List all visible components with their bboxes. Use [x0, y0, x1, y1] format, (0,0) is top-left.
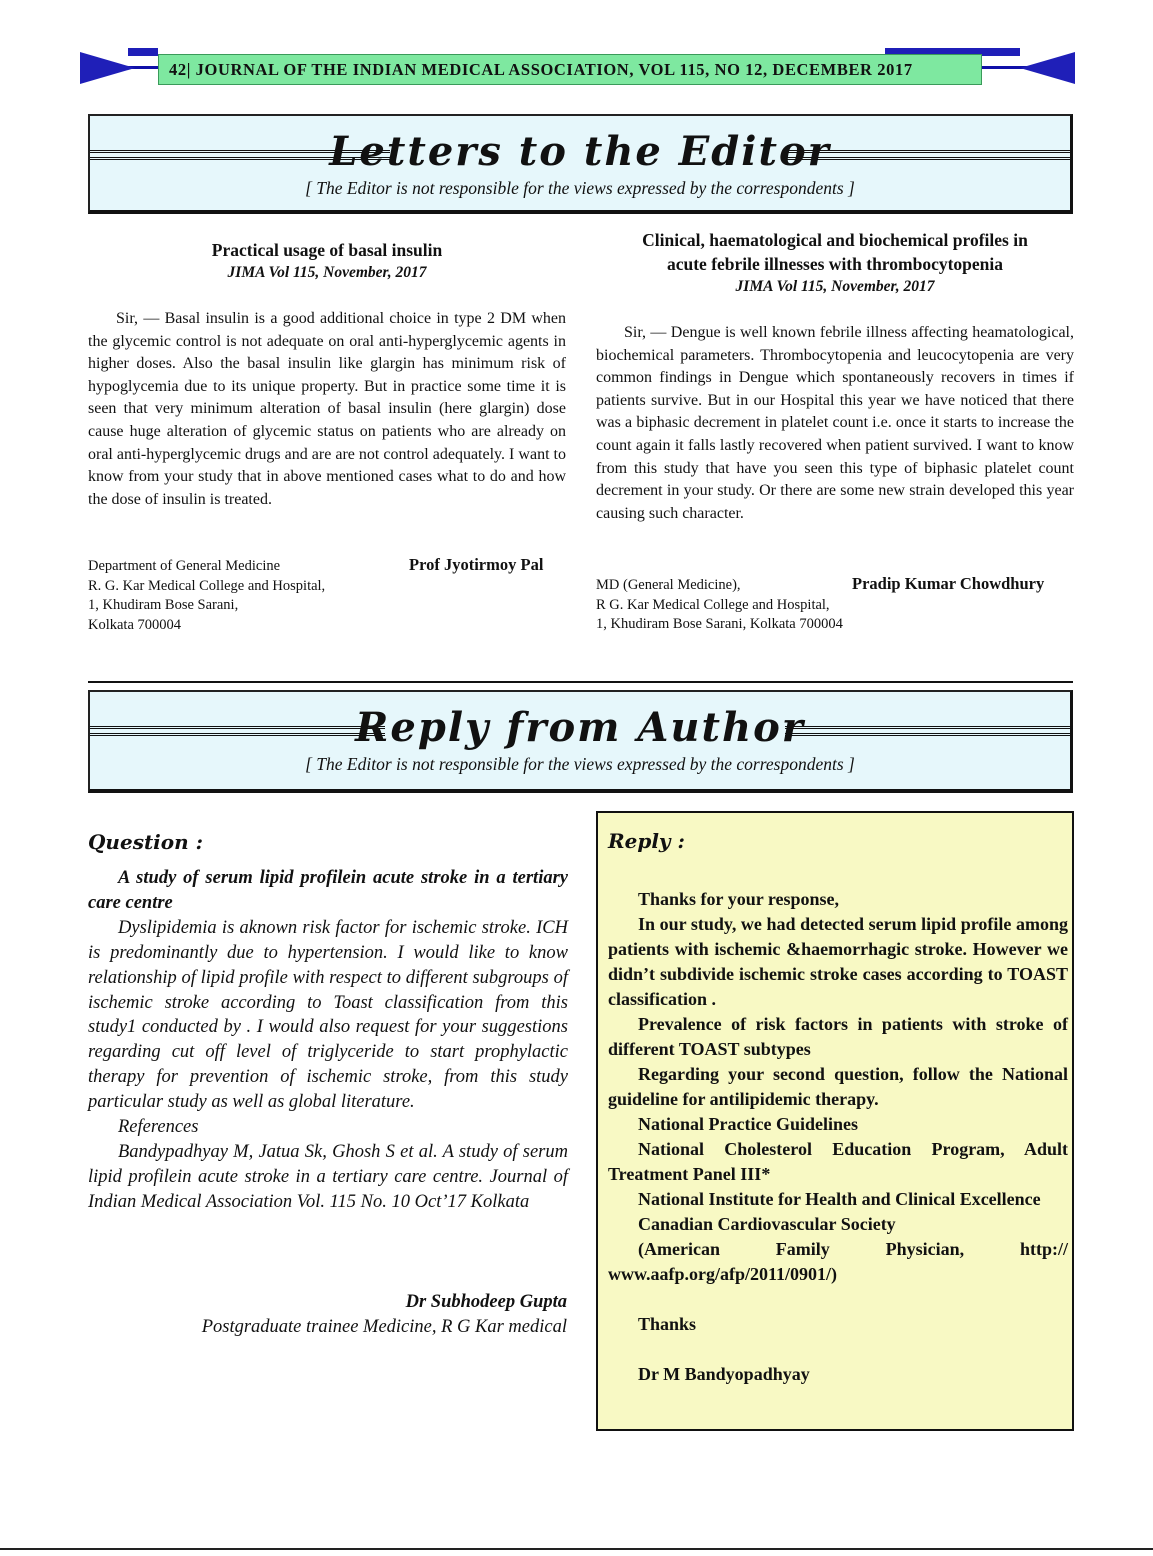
- address-line: R G. Kar Medical College and Hospital,: [596, 596, 830, 613]
- address-line: Kolkata 700004: [88, 617, 182, 634]
- reply-heading: Reply :: [608, 829, 685, 853]
- section-divider: [88, 681, 1073, 683]
- header-bar-left: [128, 48, 158, 56]
- reply-paragraph: National Institute for Health and Clinical Excellence: [638, 1189, 1041, 1209]
- reply-paragraph: Thanks for your response,: [638, 889, 840, 909]
- reply-banner: [88, 690, 1073, 793]
- question-title: A study of serum lipid profilein acute stroke in a tertiary care centre: [88, 868, 568, 913]
- letter2-citation: JIMA Vol 115, November, 2017: [735, 278, 935, 295]
- reply-paragraph: In our study, we had detected serum lipid profile among patients with ischemic &haemorrhagic stroke. However we didn’t subdivide ischemic stroke cases according to TOAST classification .: [608, 914, 1068, 1009]
- reply-paragraph: Canadian Cardiovascular Society: [638, 1214, 896, 1234]
- reply-signature: Dr M Bandyopadhyay: [638, 1364, 810, 1384]
- letter2-author: Pradip Kumar Chowdhury: [852, 574, 1045, 593]
- letter1-citation: JIMA Vol 115, November, 2017: [227, 264, 427, 281]
- running-head: 42| JOURNAL OF THE INDIAN MEDICAL ASSOCIATION, VOL 115, NO 12, DECEMBER 2017: [158, 54, 982, 85]
- address-line: 1, Khudiram Bose Sarani, Kolkata 700004: [596, 616, 843, 633]
- reply-paragraph: Regarding your second question, follow the National guideline for antilipidemic therapy.: [608, 1064, 1068, 1109]
- question-heading: Question :: [88, 830, 204, 854]
- reference-entry: Bandypadhyay M, Jatua Sk, Ghosh S et al. A study of serum lipid profilein acute stroke in a tertiary care centre. Journal of Indian Medical Association Vol. 115 No. 10 Oct’17 Kolkata: [88, 1141, 568, 1212]
- address-line: 1, Khudiram Bose Sarani,: [88, 597, 239, 614]
- letters-banner: [88, 114, 1073, 214]
- address-line: Department of General Medicine: [88, 558, 281, 574]
- question-affiliation: Postgraduate trainee Medicine, R G Kar medical: [201, 1317, 567, 1337]
- reply-paragraph: National Practice Guidelines: [638, 1114, 858, 1134]
- letters-disclaimer: [ The Editor is not responsible for the views expressed by the correspondents ]: [305, 178, 855, 198]
- reply-closing: Thanks: [638, 1314, 697, 1334]
- reply-paragraph: (American Family Physician, http:// www.aafp.org/afp/2011/0901/): [608, 1239, 1068, 1284]
- letter2-title-line1: Clinical, haematological and biochemical profiles in: [642, 230, 1028, 250]
- letter2-title-line2: acute febrile illnesses with thrombocytopenia: [666, 254, 1004, 274]
- letter1-address: [88, 557, 325, 636]
- letter1-title: Practical usage of basal insulin: [211, 240, 443, 260]
- question-body: Dyslipidemia is aknown risk factor for ischemic stroke. ICH is predominantly due to hypertension. I would like to know relationship of lipid profile with respect to different subgroups of ischemic stroke according to Toast classification from this study1 conducted by . I would also request for your suggestions regarding cut off level of triglyceride to start prophylactic therapy for prevention of ischemic stroke, from this study particular study as well as global literature.: [88, 917, 568, 1113]
- letter2-body: Sir, — Dengue is well known febrile illness affecting heamatological, biochemical parameters. Thrombocytopenia and leucocytopenia are very common findings in Dengue which spontaneously recovers in times if patients survive. But in our Hospital this year we have noticed that there was a biphasic decrement in platelet count i.e. once it starts to increase the count again it falls lastly recovered when patient survived. I want to know from this study that have you seen this type of biphasic platelet count decrement in your study. Or there are some new strain developed this year causing such character.: [596, 324, 1074, 522]
- reply-box: [596, 811, 1074, 1431]
- letter1-body: Sir, — Basal insulin is a good additional choice in type 2 DM when the glycemic control is not adequate on oral anti-hyperglycemic agents in higher doses. Also the basal insulin like glargin has minimum risk of hypoglycemia due to its unique property. But in practice some time it is seen that very minimum alteration of basal insulin (here glargin) dose cause huge alteration of glycemic status on patients who are already on oral anti-hyperglycemic drugs and are are not control adequately. I want to know from your study that in above mentioned cases what to do and how the dose of insulin is treated.: [88, 310, 566, 508]
- reply-paragraph: Prevalence of risk factors in patients with stroke of different TOAST subtypes: [608, 1014, 1068, 1059]
- letter2-address: [596, 576, 843, 635]
- reply-title: Reply from Author: [355, 704, 805, 751]
- reply-paragraph: National Cholesterol Education Program, Adult Treatment Panel III*: [608, 1139, 1068, 1184]
- letters-title: Letters to the Editor: [329, 128, 831, 175]
- address-line: R. G. Kar Medical College and Hospital,: [88, 577, 326, 594]
- left-arrow-ornament: [80, 52, 135, 84]
- letter1-author: Prof Jyotirmoy Pal: [409, 555, 544, 574]
- references-label: References: [118, 1117, 199, 1138]
- reply-disclaimer: [ The Editor is not responsible for the views expressed by the correspondents ]: [305, 754, 855, 774]
- right-arrow-ornament: [1020, 52, 1075, 84]
- page-bottom-rule: [0, 1548, 1153, 1550]
- question-author: Dr Subhodeep Gupta: [405, 1292, 567, 1312]
- address-line: MD (General Medicine),: [596, 577, 741, 593]
